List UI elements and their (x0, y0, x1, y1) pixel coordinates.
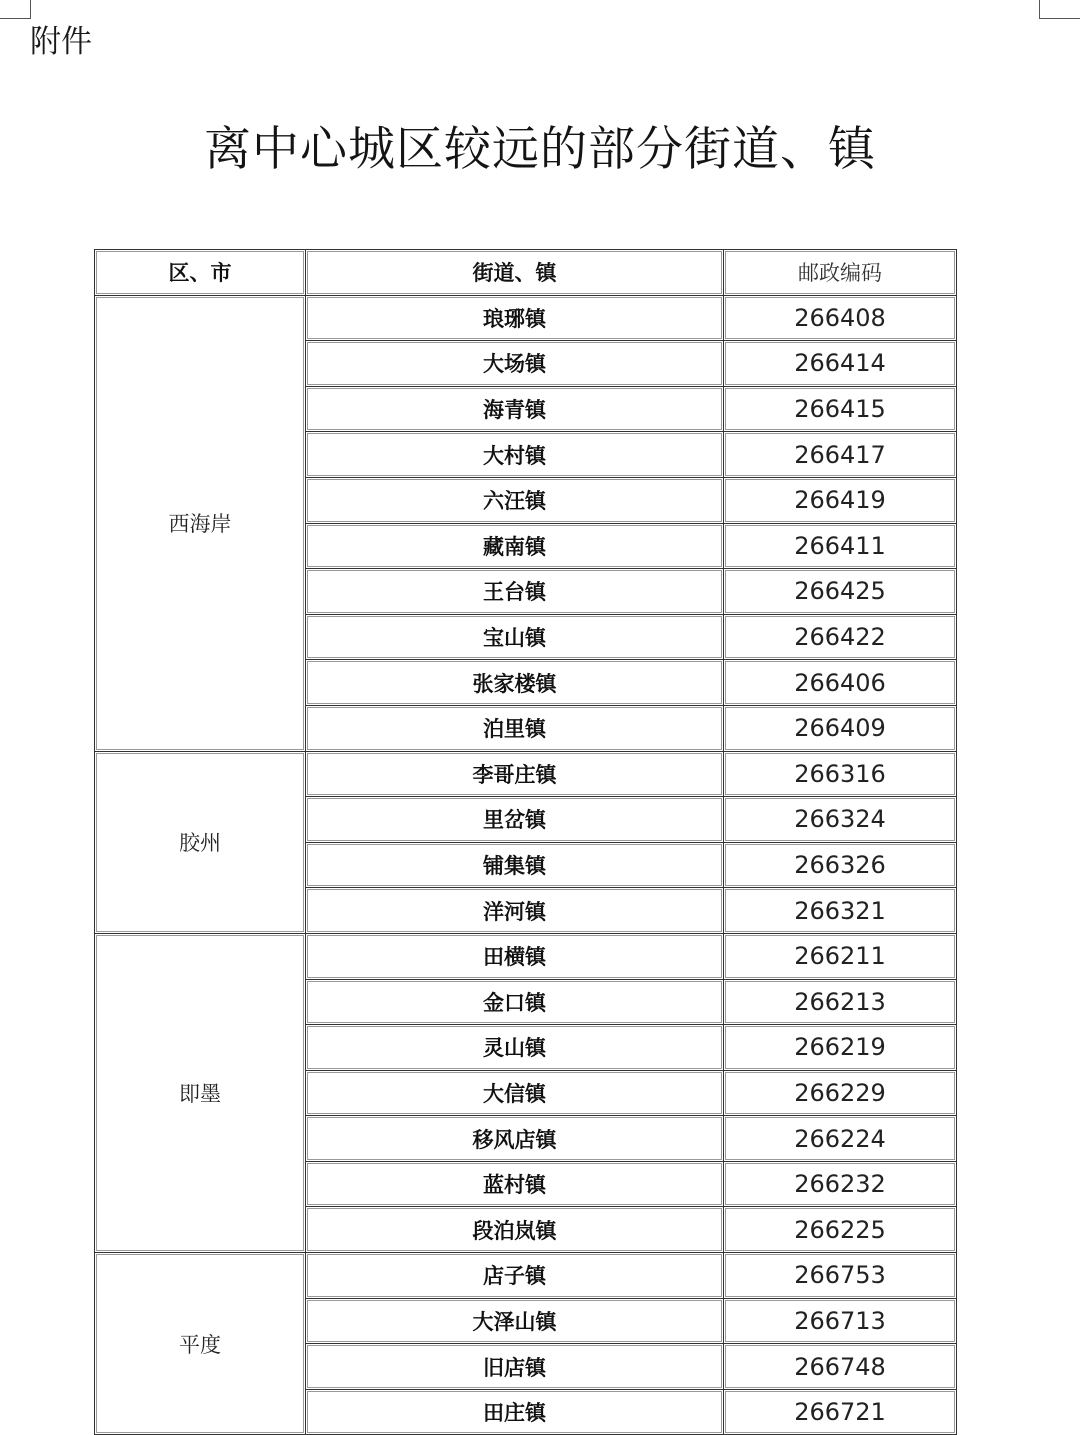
street-cell: 泊里镇 (306, 706, 724, 752)
postcode-cell: 266408 (724, 296, 957, 342)
table-row (95, 752, 957, 798)
crop-mark-top-right (1039, 0, 1080, 19)
street-cell: 蓝村镇 (306, 1162, 724, 1208)
street-cell: 里岔镇 (306, 797, 724, 843)
postcode-cell: 266753 (724, 1253, 957, 1299)
postcode-cell: 266316 (724, 752, 957, 798)
street-cell: 金口镇 (306, 980, 724, 1026)
street-cell: 洋河镇 (306, 888, 724, 934)
postcode-cell: 266324 (724, 797, 957, 843)
postcode-table-container (94, 249, 956, 1435)
postcode-cell: 266425 (724, 569, 957, 615)
street-cell: 田庄镇 (306, 1390, 724, 1435)
postcode-cell: 266409 (724, 706, 957, 752)
postcode-cell: 266748 (724, 1344, 957, 1390)
street-cell: 大村镇 (306, 432, 724, 478)
table-row (95, 934, 957, 980)
table-row (95, 1253, 957, 1299)
postcode-cell: 266406 (724, 660, 957, 706)
attachment-label: 附件 (30, 24, 92, 60)
postcode-cell: 266321 (724, 888, 957, 934)
district-cell: 即墨 (95, 934, 306, 1253)
postcode-cell: 266326 (724, 843, 957, 889)
street-cell: 店子镇 (306, 1253, 724, 1299)
header-postcode: 邮政编码 (724, 250, 957, 296)
table-row (95, 296, 957, 342)
street-cell: 大场镇 (306, 341, 724, 387)
street-cell: 宝山镇 (306, 615, 724, 661)
postcode-cell: 266225 (724, 1207, 957, 1253)
postcode-cell: 266411 (724, 524, 957, 570)
street-cell: 藏南镇 (306, 524, 724, 570)
district-cell: 胶州 (95, 752, 306, 934)
postcode-table (94, 249, 957, 1435)
street-cell: 铺集镇 (306, 843, 724, 889)
header-district: 区、市 (95, 250, 306, 296)
street-cell: 段泊岚镇 (306, 1207, 724, 1253)
postcode-cell: 266419 (724, 478, 957, 524)
table-body (95, 296, 957, 1435)
street-cell: 海青镇 (306, 387, 724, 433)
street-cell: 田横镇 (306, 934, 724, 980)
postcode-cell: 266211 (724, 934, 957, 980)
table-header-row (95, 250, 957, 296)
postcode-cell: 266224 (724, 1116, 957, 1162)
district-cell: 西海岸 (95, 296, 306, 752)
street-cell: 旧店镇 (306, 1344, 724, 1390)
street-cell: 六汪镇 (306, 478, 724, 524)
crop-mark-top-left (0, 0, 31, 19)
header-street: 街道、镇 (306, 250, 724, 296)
postcode-cell: 266415 (724, 387, 957, 433)
street-cell: 李哥庄镇 (306, 752, 724, 798)
postcode-cell: 266417 (724, 432, 957, 478)
postcode-cell: 266422 (724, 615, 957, 661)
postcode-cell: 266232 (724, 1162, 957, 1208)
document-title: 离中心城区较远的部分街道、镇 (204, 122, 876, 177)
street-cell: 灵山镇 (306, 1025, 724, 1071)
postcode-cell: 266721 (724, 1390, 957, 1435)
street-cell: 移风店镇 (306, 1116, 724, 1162)
street-cell: 张家楼镇 (306, 660, 724, 706)
postcode-cell: 266229 (724, 1071, 957, 1117)
postcode-cell: 266414 (724, 341, 957, 387)
street-cell: 琅琊镇 (306, 296, 724, 342)
postcode-cell: 266219 (724, 1025, 957, 1071)
postcode-cell: 266713 (724, 1299, 957, 1345)
district-cell: 平度 (95, 1253, 306, 1435)
street-cell: 王台镇 (306, 569, 724, 615)
street-cell: 大泽山镇 (306, 1299, 724, 1345)
postcode-cell: 266213 (724, 980, 957, 1026)
street-cell: 大信镇 (306, 1071, 724, 1117)
